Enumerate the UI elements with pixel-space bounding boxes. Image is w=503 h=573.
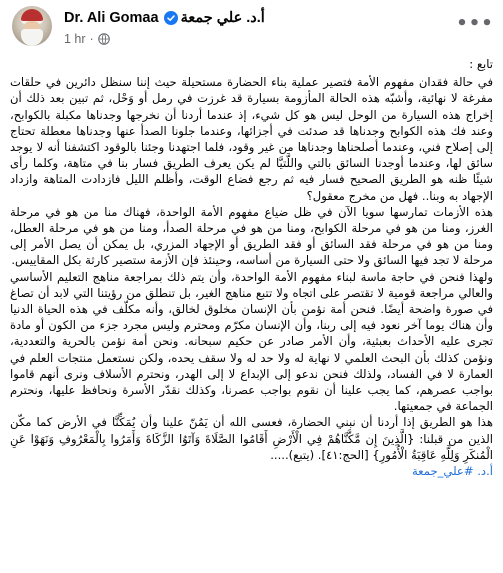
more-options-icon[interactable]: •••: [456, 12, 494, 34]
post-header: [0, 0, 503, 56]
post-paragraph-1: في حالة فقدان مفهوم الأمة فتصير عملية بناء الحضارة مستحيلة حيث إننا سنظل دائرين في حلقات مفرغة لا نهائية، وأشبّه هذه الحالة المأزومة بسيارة قد غرزت في رمل أو وَحْل، ثم تبين بعد ذلك أن إخراج هذه السيارة من الوحل ليس هو كل شيء، إذ عندما أردنا أن نخرجها وجدناها مكبلة بالكوابح، وعند فك هذه الكوابح وجدناها قد صدئت في أجزائها، وعندما جلونا الصدأ عنها وجدناها معطلة تحتاج إلى إصلاح فني، وعندما أصلحناها وجدناها من غير وقود، فلما اجتهدنا وجئنا بالوقود اكتشفنا أنه لا يوجد سائق لها، وعندما أوجدنا السائق بالتي واللَّتيَّا لم يكن يعرف الطريق فسار بنا في متاهة، وكلما رأى شيئًا ظنه هو الطريق الصحيح فسار فيه ثم رجع فضاع الوقت، وأظلم الليل فازدادت المتاهة وازداد الإجهاد به وبنا.. فهل من مخرج معقول؟: [10, 75, 493, 203]
avatar-beard-shape: [21, 29, 43, 46]
verified-badge-icon: [164, 11, 178, 25]
post-time[interactable]: 1 hr: [64, 32, 86, 46]
post-meta: [64, 31, 110, 47]
post-paragraph-2: هذه الأزمات تمارسها سويا الآن في ظل ضياع مفهوم الأمة الواحدة، فهناك منا من هو في مرحلة الغرز، ومنا من هو في مرحلة الكوابح، ومنا من هو في مرحلة الصدأ، ومنا من هو في مرحلة العطل، ومنا من هو في مرحلة فقد السائق أو فقد الطريق أو الإجهاد المزري، بل يمكن أن يصل الأمر إلى مرحلة لا تجد فيها السائق ولا حتى السيارة من أساسه، وحينئذ فإن الأزمة ستصير كارثة بكل المقاييس.: [10, 204, 493, 268]
post-paragraph-3: ولهذا فنحن في حاجة ماسة لبناء مفهوم الأمة الواحدة، وأن يتم ذلك بمراجعة مناهج التعليم الأساسي والعالي مراجعة قومية لا تقتصر على اتجاه ولا تتبع مناهج الغير، بل تنطلق من رؤيتنا التي لابد أن تصاغ في صورة واضحة أيضًا. فنحن أمة نؤمن بأن الإنسان مخلوق لخالق، وأنه مكلّف في هذه الحياة الدنيا وأن هناك يوما آخر نعود فيه إلى ربنا، وأن الإنسان مكرّم ومحترم وليس مجرد جزء من الكون أو مادة تجرى عليه الأحداث بعبثية، وأن الأمر صادر عن حكيم سبحانه. ونحن أمة نؤمن بالحرية والتعددية، ونؤمن كذلك بأن البحث العلمي لا نهاية له ولا حد له ولا سقف يحده، ولكن نستعمل منتجات العلم في العمارة لا في الفساد، ولذلك فنحن ندعو إلى الإبداع لا إلى الهدر، ونحترم الأسلاف ونرى أنهم قاموا بواجب عصرهم، كما يجب علينا أن نقوم بواجب عصرنا، وكذلك نقدّر الأسرة ونحافظ عليها، ونحترم الجماعة في جمعيتها.: [10, 269, 493, 414]
post-body: [10, 56, 493, 479]
author-avatar[interactable]: [12, 6, 52, 46]
author-hashtag[interactable]: أ.د. #علي_جمعة: [411, 464, 493, 479]
globe-icon[interactable]: [98, 33, 110, 45]
post-intro: تابع :: [469, 57, 493, 71]
post-paragraph-4: هذا هو الطريق إذا أردنا أن نبني الحضارة، فعسى الله أن يَمُنّ علينا وأن يُمَكِّنَّا في الأرض كما مكّن الذين من قبلنا: {الَّذِينَ إِن مَّكَّنَّاهُمْ فِي الْأَرْضِ أَقَامُوا الصَّلَاةَ وَآتَوُا الزَّكَاةَ وَأَمَرُوا بِالْمَعْرُوفِ وَنَهَوْا عَنِ الْمُنكَرِ وَلِلَّهِ عَاقِبَةُ الْأُمُورِ} [الحج:٤١]. (يتبع).....: [10, 415, 493, 462]
author-name-arabic[interactable]: أ.د. علي جمعة: [180, 10, 265, 26]
author-name-row: [64, 7, 265, 29]
meta-separator: ·: [89, 32, 94, 46]
author-name[interactable]: Dr. Ali Gomaa: [64, 10, 159, 26]
